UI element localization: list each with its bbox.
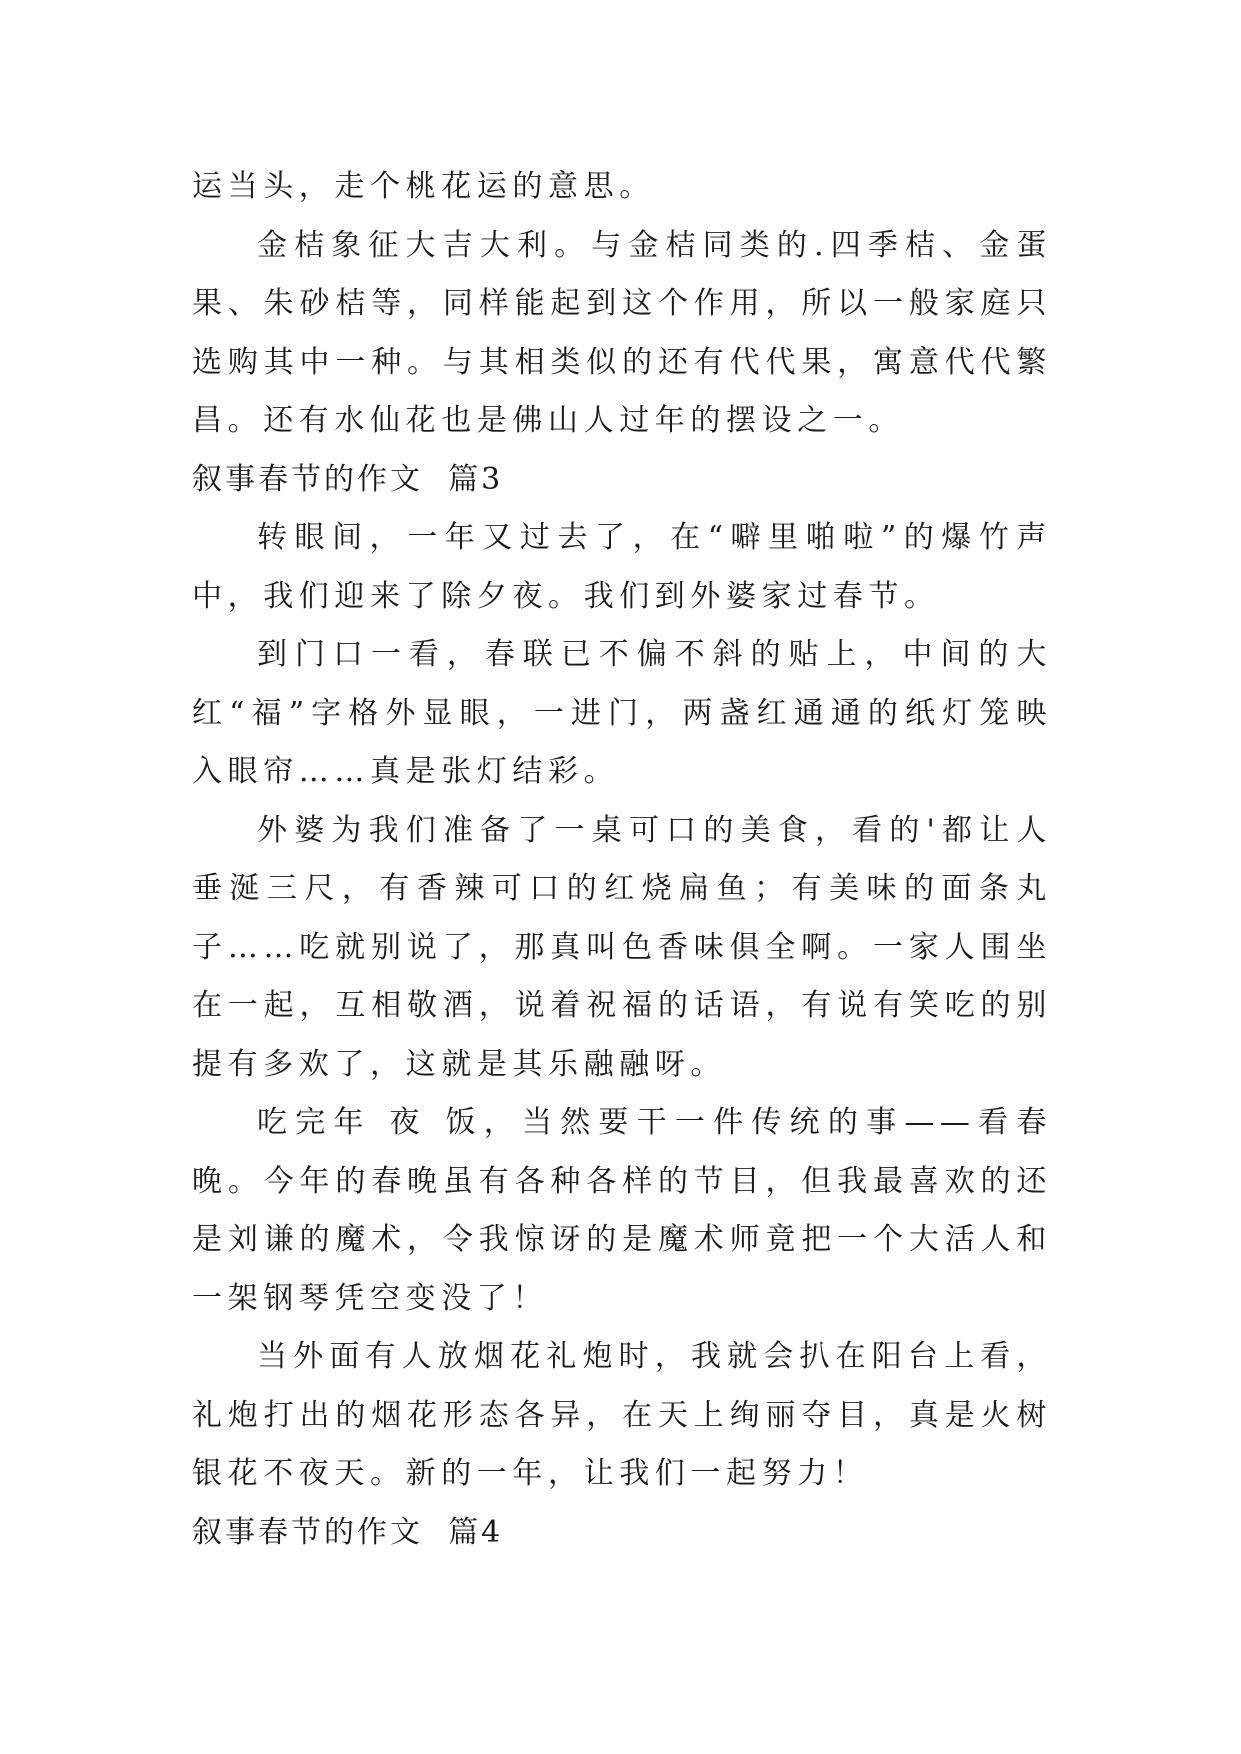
paragraph-kumquat: 金桔象征大吉大利。与金桔同类的.四季桔、金蛋果、朱砂桔等，同样能起到这个作用，所以一般家庭只选购其中一种。与其相类似的还有代代果，寓意代代繁昌。还有水仙花也是佛山人过年的摆设之一。 [192,227,1052,438]
paragraph-gala: 吃完年 夜 饭，当然要干一件传统的事——看春晚。今年的春晚虽有各种各样的节目，但我最喜欢的还是刘谦的魔术，令我惊讶的是魔术师竟把一个大活人和一架钢琴凭空变没了！ [192,1105,1052,1316]
section-heading-3: 叙事春节的作文 篇3 [192,461,504,497]
paragraph-doorway: 到门口一看，春联已不偏不斜的贴上，中间的大红“福”字格外显眼，一进门，两盏红通通的纸灯笼映入眼帘……真是张灯结彩。 [192,637,1052,789]
paragraph-fireworks: 当外面有人放烟花礼炮时，我就会扒在阳台上看，礼炮打出的烟花形态各异，在天上绚丽夺目，真是火树银花不夜天。新的一年，让我们一起努力！ [192,1339,1052,1491]
paragraph-continuation: 运当头，走个桃花运的意思。 [192,169,655,204]
paragraph-dinner: 外婆为我们准备了一桌可口的美食，看的'都让人垂涎三尺，有香辣可口的红烧扁鱼；有美味的面条丸子……吃就别说了，那真叫色香味俱全啊。一家人围坐在一起，互相敬酒，说着祝福的话语，有说有笑吃的别提有多欢了，这就是其乐融融呀。 [192,812,1052,1082]
section-heading-4: 叙事春节的作文 篇4 [192,1514,504,1550]
paragraph-new-year-eve: 转眼间，一年又过去了，在“噼里啪啦”的爆竹声中，我们迎来了除夕夜。我们到外婆家过春节。 [192,520,1052,614]
document-body [192,158,1052,1562]
